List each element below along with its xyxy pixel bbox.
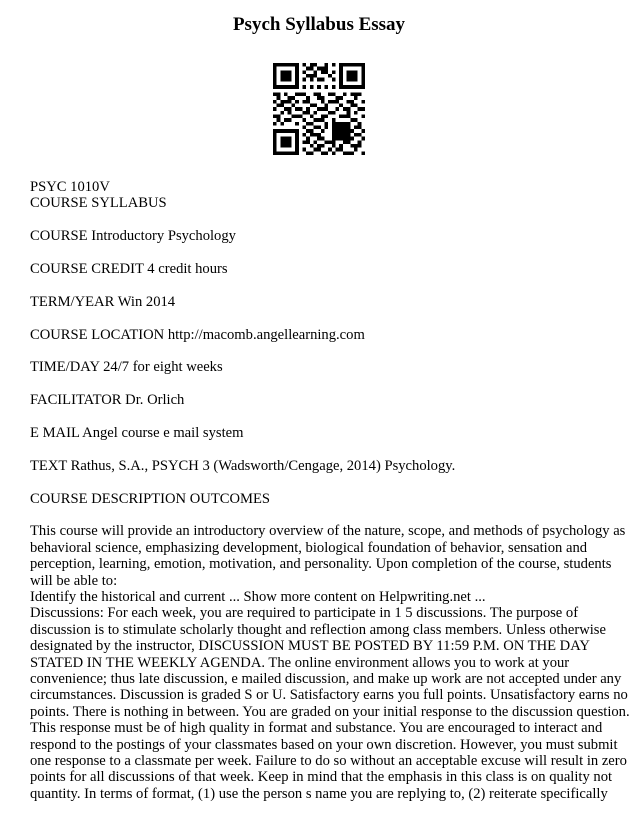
- facilitator: FACILITATOR Dr. Orlich: [30, 392, 185, 409]
- textbook: TEXT Rathus, S.A., PSYCH 3 (Wadsworth/Cengage, 2014) Psychology.: [30, 457, 456, 474]
- course-location: COURSE LOCATION http://macomb.angellearning.com: [30, 326, 365, 343]
- qr-code-icon: [273, 63, 365, 155]
- description-line: perception, learning, emotion, motivation, and personality. Upon completion of the course, students: [30, 556, 612, 573]
- description-line: behavioral science, emphasizing development, biological foundation of behavior, sensation and: [30, 539, 588, 556]
- description-line: designated by the instructor, DISCUSSION MUST BE POSTED BY 11:59 P.M. ON THE DAY: [30, 638, 590, 655]
- description-line: This response must be of high quality in format and substance. You are encouraged to interact and: [30, 720, 603, 737]
- term-year: TERM/YEAR Win 2014: [30, 293, 176, 310]
- description-paragraph: [30, 523, 630, 802]
- description-line: discussion is to stimulate scholarly thought and reflection among class members. Unless otherwise: [30, 621, 606, 638]
- course-credit: COURSE CREDIT 4 credit hours: [30, 261, 228, 277]
- outcomes-heading: COURSE DESCRIPTION OUTCOMES: [30, 490, 271, 507]
- document-title: Psych Syllabus Essay: [232, 14, 406, 35]
- description-line: STATED IN THE WEEKLY AGENDA. The online environment allows you to work at your: [30, 654, 570, 671]
- description-line: will be able to:: [30, 572, 118, 589]
- description-line: points. There is nothing in between. You are graded on your initial response to the discussion question.: [30, 703, 630, 720]
- description-line: points for all discussions of that week. Keep in mind that the emphasis in this class is on quality not: [30, 769, 613, 786]
- time-day: TIME/DAY 24/7 for eight weeks: [30, 359, 223, 376]
- description-line: Identify the historical and current ... Show more content on Helpwriting.net ...: [30, 589, 486, 605]
- description-line: one response to a classmate per week. Failure to do so without an acceptable excuse will result in zero: [30, 753, 627, 770]
- course-code: PSYC 1010V: [30, 179, 110, 195]
- description-line: convenience; thus late discussion, e mailed discussion, and make up work are not accepted under any: [30, 671, 622, 688]
- description-line: Discussions: For each week, you are required to participate in 1 5 discussions. The purpose of: [30, 605, 579, 622]
- description-line: This course will provide an introductory overview of the nature, scope, and methods of psychology as: [30, 523, 626, 540]
- email-info: E MAIL Angel course e mail system: [30, 424, 244, 441]
- syllabus-body: [30, 179, 630, 802]
- description-line: respond to the postings of your classmates based on your own discretion. However, you must submit: [30, 736, 618, 753]
- description-line: circumstances. Discussion is graded S or U. Satisfactory earns you full points. Unsatisfactory earns no: [30, 687, 628, 704]
- syllabus-heading: COURSE SYLLABUS: [30, 195, 167, 212]
- description-line: quantity. In terms of format, (1) use the person s name you are replying to, (2) reiterate specifically: [30, 785, 608, 802]
- course-name: COURSE Introductory Psychology: [30, 228, 236, 245]
